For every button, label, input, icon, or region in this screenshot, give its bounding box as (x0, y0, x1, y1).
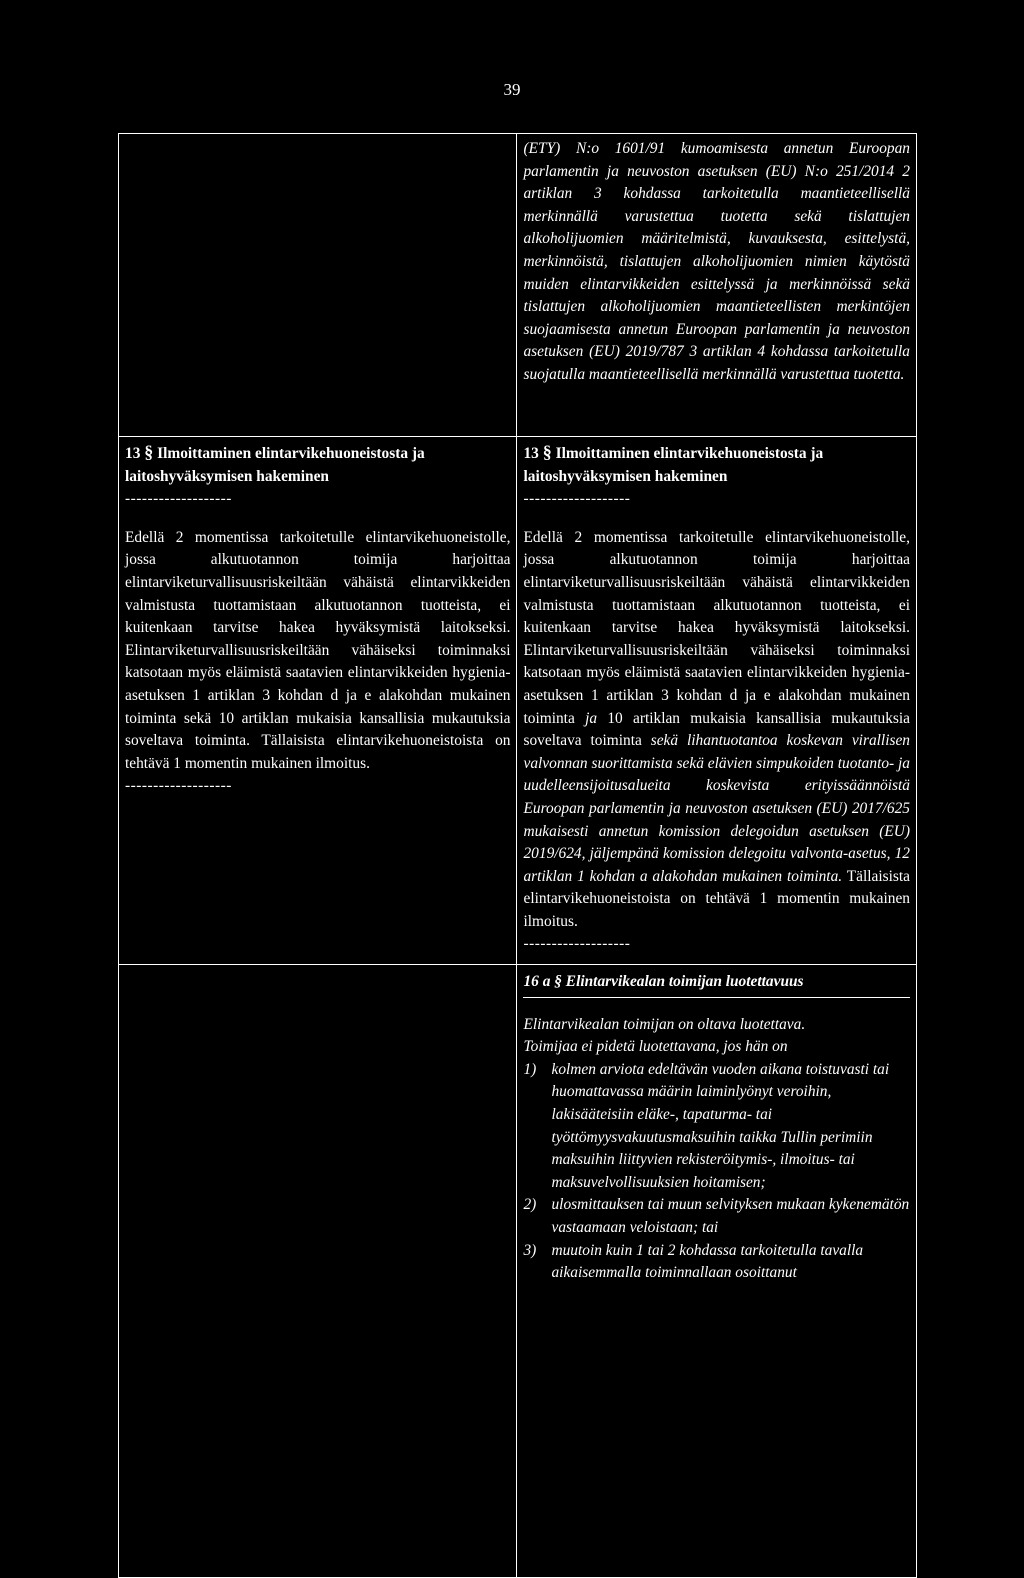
table-row (119, 134, 917, 437)
list-item-text: muutoin kuin 1 tai 2 kohdassa tarkoitetulla tavalla aikaisemmalla toiminnallaan osoittanut (551, 1241, 864, 1282)
section-sign: § (144, 442, 154, 462)
table-row (119, 965, 917, 1578)
list-item (523, 1194, 910, 1239)
separator-dashes: ------------------- (125, 490, 232, 508)
list-item (523, 1059, 910, 1195)
separator-dashes-end: ------------------- (125, 777, 232, 795)
left-cell-empty (119, 134, 517, 437)
paragraph-text: Edellä 2 momentissa tarkoitetulle elintarvikehuoneistolle, jossa alkutuotannon toimija harjoittaa elintarviketurvallisuusriskeiltään vähäistä elintarvikkeiden valmistusta tuottamistaan alkutuotannon tuotteista, ei kuitenkaan tarvitse hakea hyväksymistä laitokseksi. Elintarviketurvallisuusriskeiltään vähäiseksi toiminnaksi katsotaan myös eläimistä saatavien elintarvikkeiden hygienia-asetuksen 1 artiklan 3 kohdan d ja e alakohdan mukainen toiminta (523, 528, 910, 727)
intro-line: Elintarvikealan toimijan on oltava luotettava. (523, 1015, 806, 1033)
list-item-number: 1) (523, 1060, 537, 1078)
left-cell-section-13 (119, 437, 517, 965)
table-row (119, 437, 917, 965)
list-item (523, 1240, 910, 1285)
list-item-number: 3) (523, 1241, 537, 1259)
section-number: 13 (523, 445, 539, 462)
section-sign: § (542, 442, 552, 462)
separator-dashes: ------------------- (523, 490, 631, 508)
intro-line: Toimijaa ei pidetä luotettavana, jos hän on (523, 1038, 788, 1056)
section-paragraph (523, 527, 910, 934)
section-title: Ilmoittaminen elintarvikehuoneistosta ja laitoshyväksymisen hakeminen (523, 445, 824, 485)
left-cell-empty (119, 965, 517, 1578)
list-item-text: kolmen arviota edeltävän vuoden aikana toistuvasti tai huomattavassa määrin laiminlyönyt veroihin, lakisääteisiin eläke-, tapaturma- tai työttömyysvakuutusmaksuihin taikka Tullin perimiin maksuihin liittyvien rekisteröitymis-, ilmoitus- tai maksuvelvollisuuksien hoitamisen; (551, 1060, 890, 1191)
section-heading (125, 441, 510, 488)
paragraph-italic-amendment: sekä lihantuotantoa koskevan virallisen valvonnan suorittamista sekä elävien simpukoiden tuotanto- ja uudelleensijoitusalueita koskevista erityissäännöistä Euroopan parlamentin ja neuvoston asetuksen (EU) 2017/625 mukaisesti annetun komission delegoidun asetuksen (EU) 2019/624, jäljempänä komission delegoitu valvonta-asetus, 12 artiklan 1 kohdan a alakohdan mukainen toiminta. (523, 732, 910, 885)
section-title: Ilmoittaminen elintarvikehuoneistosta ja laitoshyväksymisen hakeminen (125, 445, 425, 485)
separator-dashes-end: ------------------- (523, 935, 631, 953)
criteria-list (523, 1059, 910, 1285)
section-heading (523, 441, 910, 488)
list-item-number: 2) (523, 1196, 537, 1214)
section-number: 13 (125, 445, 141, 462)
section-paragraph: Edellä 2 momentissa tarkoitetulle elintarvikehuoneistolle, jossa alkutuotannon toimija harjoittaa elintarviketurvallisuusriskeiltään vähäistä elintarvikkeiden valmistusta tuottamistaan alkutuotannon tuotteista, ei kuitenkaan tarvitse hakea hyväksymistä laitokseksi. Elintarviketurvallisuusriskeiltään vähäiseksi toiminnaksi katsotaan myös eläimistä saatavien elintarvikkeiden hygienia-asetuksen 1 artiklan 3 kohdan d ja e alakohdan mukainen toiminta sekä 10 artiklan mukaisia kansallisia mukautuksia soveltava toiminta. Tällaisista elintarvikehuoneistoista on tehtävä 1 momentin mukainen ilmoitus. (125, 528, 511, 772)
right-cell-section-13 (517, 437, 917, 965)
right-cell-eu-text: (ETY) N:o 1601/91 kumoamisesta annetun Euroopan parlamentin ja neuvoston asetuksen (EU) N:o 251/2014 2 artiklan 3 kohdassa tarkoitetulla maantieteellisellä merkinnällä varustettua tuotetta sekä tislattujen alkoholijuomien määritelmistä, kuvauksesta, esittelystä, merkinnöistä, tislattujen alkoholijuomien nimien käytöstä muiden elintarvikkeiden esittelyssä ja merkinnöissä sekä tislattujen alkoholijuomien maantieteellisten merkintöjen suojaamisesta annetun Euroopan parlamentin ja neuvoston asetuksen (EU) 2019/787 3 artiklan 4 kohdassa tarkoitetulla suojatulla maantieteellisellä merkinnällä varustettua tuotetta. (517, 134, 917, 437)
list-item-text: ulosmittauksen tai muun selvityksen mukaan kykenemätön vastaamaan veloistaan; tai (551, 1196, 910, 1236)
right-cell-section-16a (517, 965, 917, 1578)
paragraph-text-cont: 10 artiklan mukaisia kansallisia mukautuksia soveltava toiminta (523, 709, 910, 750)
paragraph-italic-insert: ja (585, 709, 598, 727)
paragraph-text-end: Tällaisista elintarvikehuoneistoista on tehtävä 1 momentin mukainen ilmoitus. (523, 867, 910, 930)
comparison-table (118, 133, 917, 1578)
page-number: 39 (503, 80, 521, 99)
section-heading: 16 a § Elintarvikealan toimijan luotettavuus (523, 971, 910, 998)
